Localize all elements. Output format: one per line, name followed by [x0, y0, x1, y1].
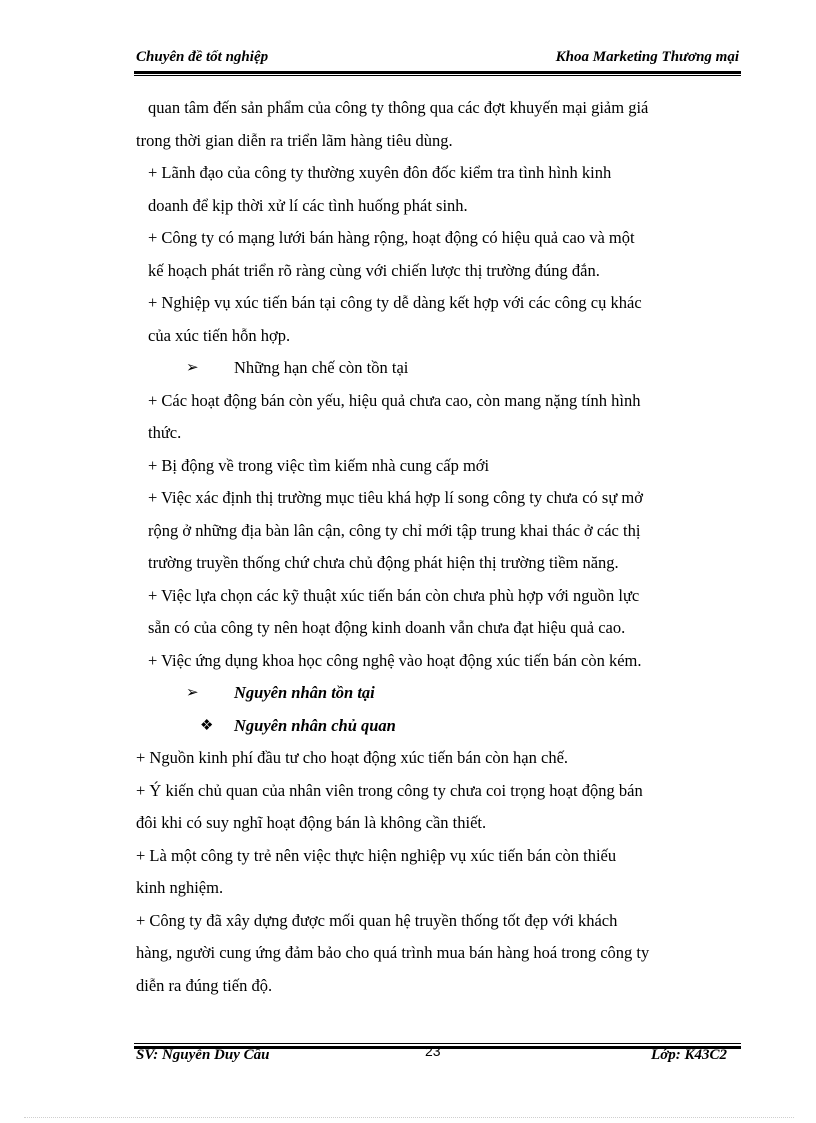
- paragraph: [136, 222, 738, 287]
- text-line: + Bị động về trong việc tìm kiếm nhà cung cấp mới: [148, 455, 490, 475]
- page-header: [134, 47, 741, 69]
- header-rule-thin: [134, 75, 741, 76]
- text-line: của xúc tiến hỗn hợp.: [148, 325, 291, 345]
- header-rule-thick: [134, 71, 741, 74]
- paragraph: [136, 840, 738, 905]
- text-line: diễn ra đúng tiến độ.: [136, 975, 273, 995]
- heading-text: Nguyên nhân chủ quan: [234, 715, 396, 735]
- paragraph: [136, 157, 738, 222]
- header-title-right: Khoa Marketing Thương mại: [555, 49, 739, 65]
- document-body: [136, 92, 738, 1002]
- text-line: + Nguồn kinh phí đầu tư cho hoạt động xúc tiến bán còn hạn chế.: [136, 748, 569, 767]
- paragraph: [136, 905, 738, 1003]
- text-line: rộng ở những địa bàn lân cận, công ty chỉ mới tập trung khai thác ở các thị: [148, 520, 641, 540]
- paragraph: [136, 482, 738, 580]
- paragraph: [136, 92, 738, 157]
- text-line: + Việc xác định thị trường mục tiêu khá hợp lí song công ty chưa có sự mở: [148, 488, 643, 507]
- text-line: + Lãnh đạo của công ty thường xuyên đôn đốc kiểm tra tình hình kinh: [148, 163, 612, 182]
- section-heading-causes: [136, 677, 738, 710]
- paragraph: [136, 742, 738, 775]
- text-line: trong thời gian diễn ra triển lãm hàng tiêu dùng.: [136, 130, 453, 150]
- paragraph: [136, 450, 738, 483]
- text-line: kế hoạch phát triển rõ ràng cùng với chiến lược thị trường đúng đắn.: [148, 260, 600, 280]
- paragraph: [136, 287, 738, 352]
- text-line: hàng, người cung ứng đảm bảo cho quá trình mua bán hàng hoá trong công ty: [136, 943, 650, 962]
- text-line: + Nghiệp vụ xúc tiến bán tại công ty dễ dàng kết hợp với các công cụ khác: [148, 293, 642, 312]
- heading-text: Những hạn chế còn tồn tại: [234, 358, 409, 377]
- page-number: 23: [425, 1043, 441, 1059]
- text-line: thức.: [148, 423, 182, 442]
- text-line: + Là một công ty trẻ nên việc thực hiện nghiệp vụ xúc tiến bán còn thiếu: [136, 845, 617, 865]
- header-title-left: Chuyên đề tốt nghiệp: [136, 49, 269, 65]
- paragraph: [136, 580, 738, 645]
- text-line: + Ý kiến chủ quan của nhân viên trong công ty chưa coi trọng hoạt động bán: [136, 780, 643, 800]
- text-line: quan tâm đến sản phẩm của công ty thông qua các đợt khuyến mại giảm giá: [148, 98, 649, 117]
- page-bottom-divider: [24, 1117, 794, 1118]
- text-line: + Công ty đã xây dựng được mối quan hệ truyền thống tốt đẹp với khách: [136, 910, 618, 930]
- text-line: trường truyền thống chứ chưa chủ động phát hiện thị trường tiềm năng.: [148, 553, 619, 572]
- paragraph: [136, 385, 738, 450]
- paragraph: [136, 775, 738, 840]
- text-line: đôi khi có suy nghĩ hoạt động bán là không cần thiết.: [136, 813, 487, 832]
- page-footer: [134, 1044, 741, 1068]
- diamond-bullet-icon: ❖: [200, 717, 214, 734]
- arrow-bullet-icon: ➢: [186, 685, 199, 701]
- text-line: + Việc ứng dụng khoa học công nghệ vào hoạt động xúc tiến bán còn kém.: [148, 650, 642, 670]
- heading-text: Nguyên nhân tồn tại: [234, 683, 375, 702]
- paragraph: [136, 645, 738, 678]
- text-line: + Công ty có mạng lưới bán hàng rộng, hoạt động có hiệu quả cao và một: [148, 228, 635, 247]
- text-line: kinh nghiệm.: [136, 878, 224, 897]
- section-heading-subjective: [136, 710, 738, 743]
- text-line: doanh để kịp thời xử lí các tình huống phát sinh.: [148, 195, 468, 215]
- footer-author: SV: Nguyễn Duy Cầu: [136, 1047, 270, 1063]
- section-heading-limits: [136, 352, 738, 385]
- text-line: + Các hoạt động bán còn yếu, hiệu quả chưa cao, còn mang nặng tính hình: [148, 390, 641, 410]
- arrow-bullet-icon: ➢: [186, 360, 199, 376]
- text-line: + Việc lựa chọn các kỹ thuật xúc tiến bán còn chưa phù hợp với nguồn lực: [148, 585, 640, 605]
- text-line: sẵn có của công ty nên hoạt động kinh doanh vẫn chưa đạt hiệu quả cao.: [148, 618, 626, 637]
- footer-class: Lớp: K43C2: [651, 1047, 727, 1063]
